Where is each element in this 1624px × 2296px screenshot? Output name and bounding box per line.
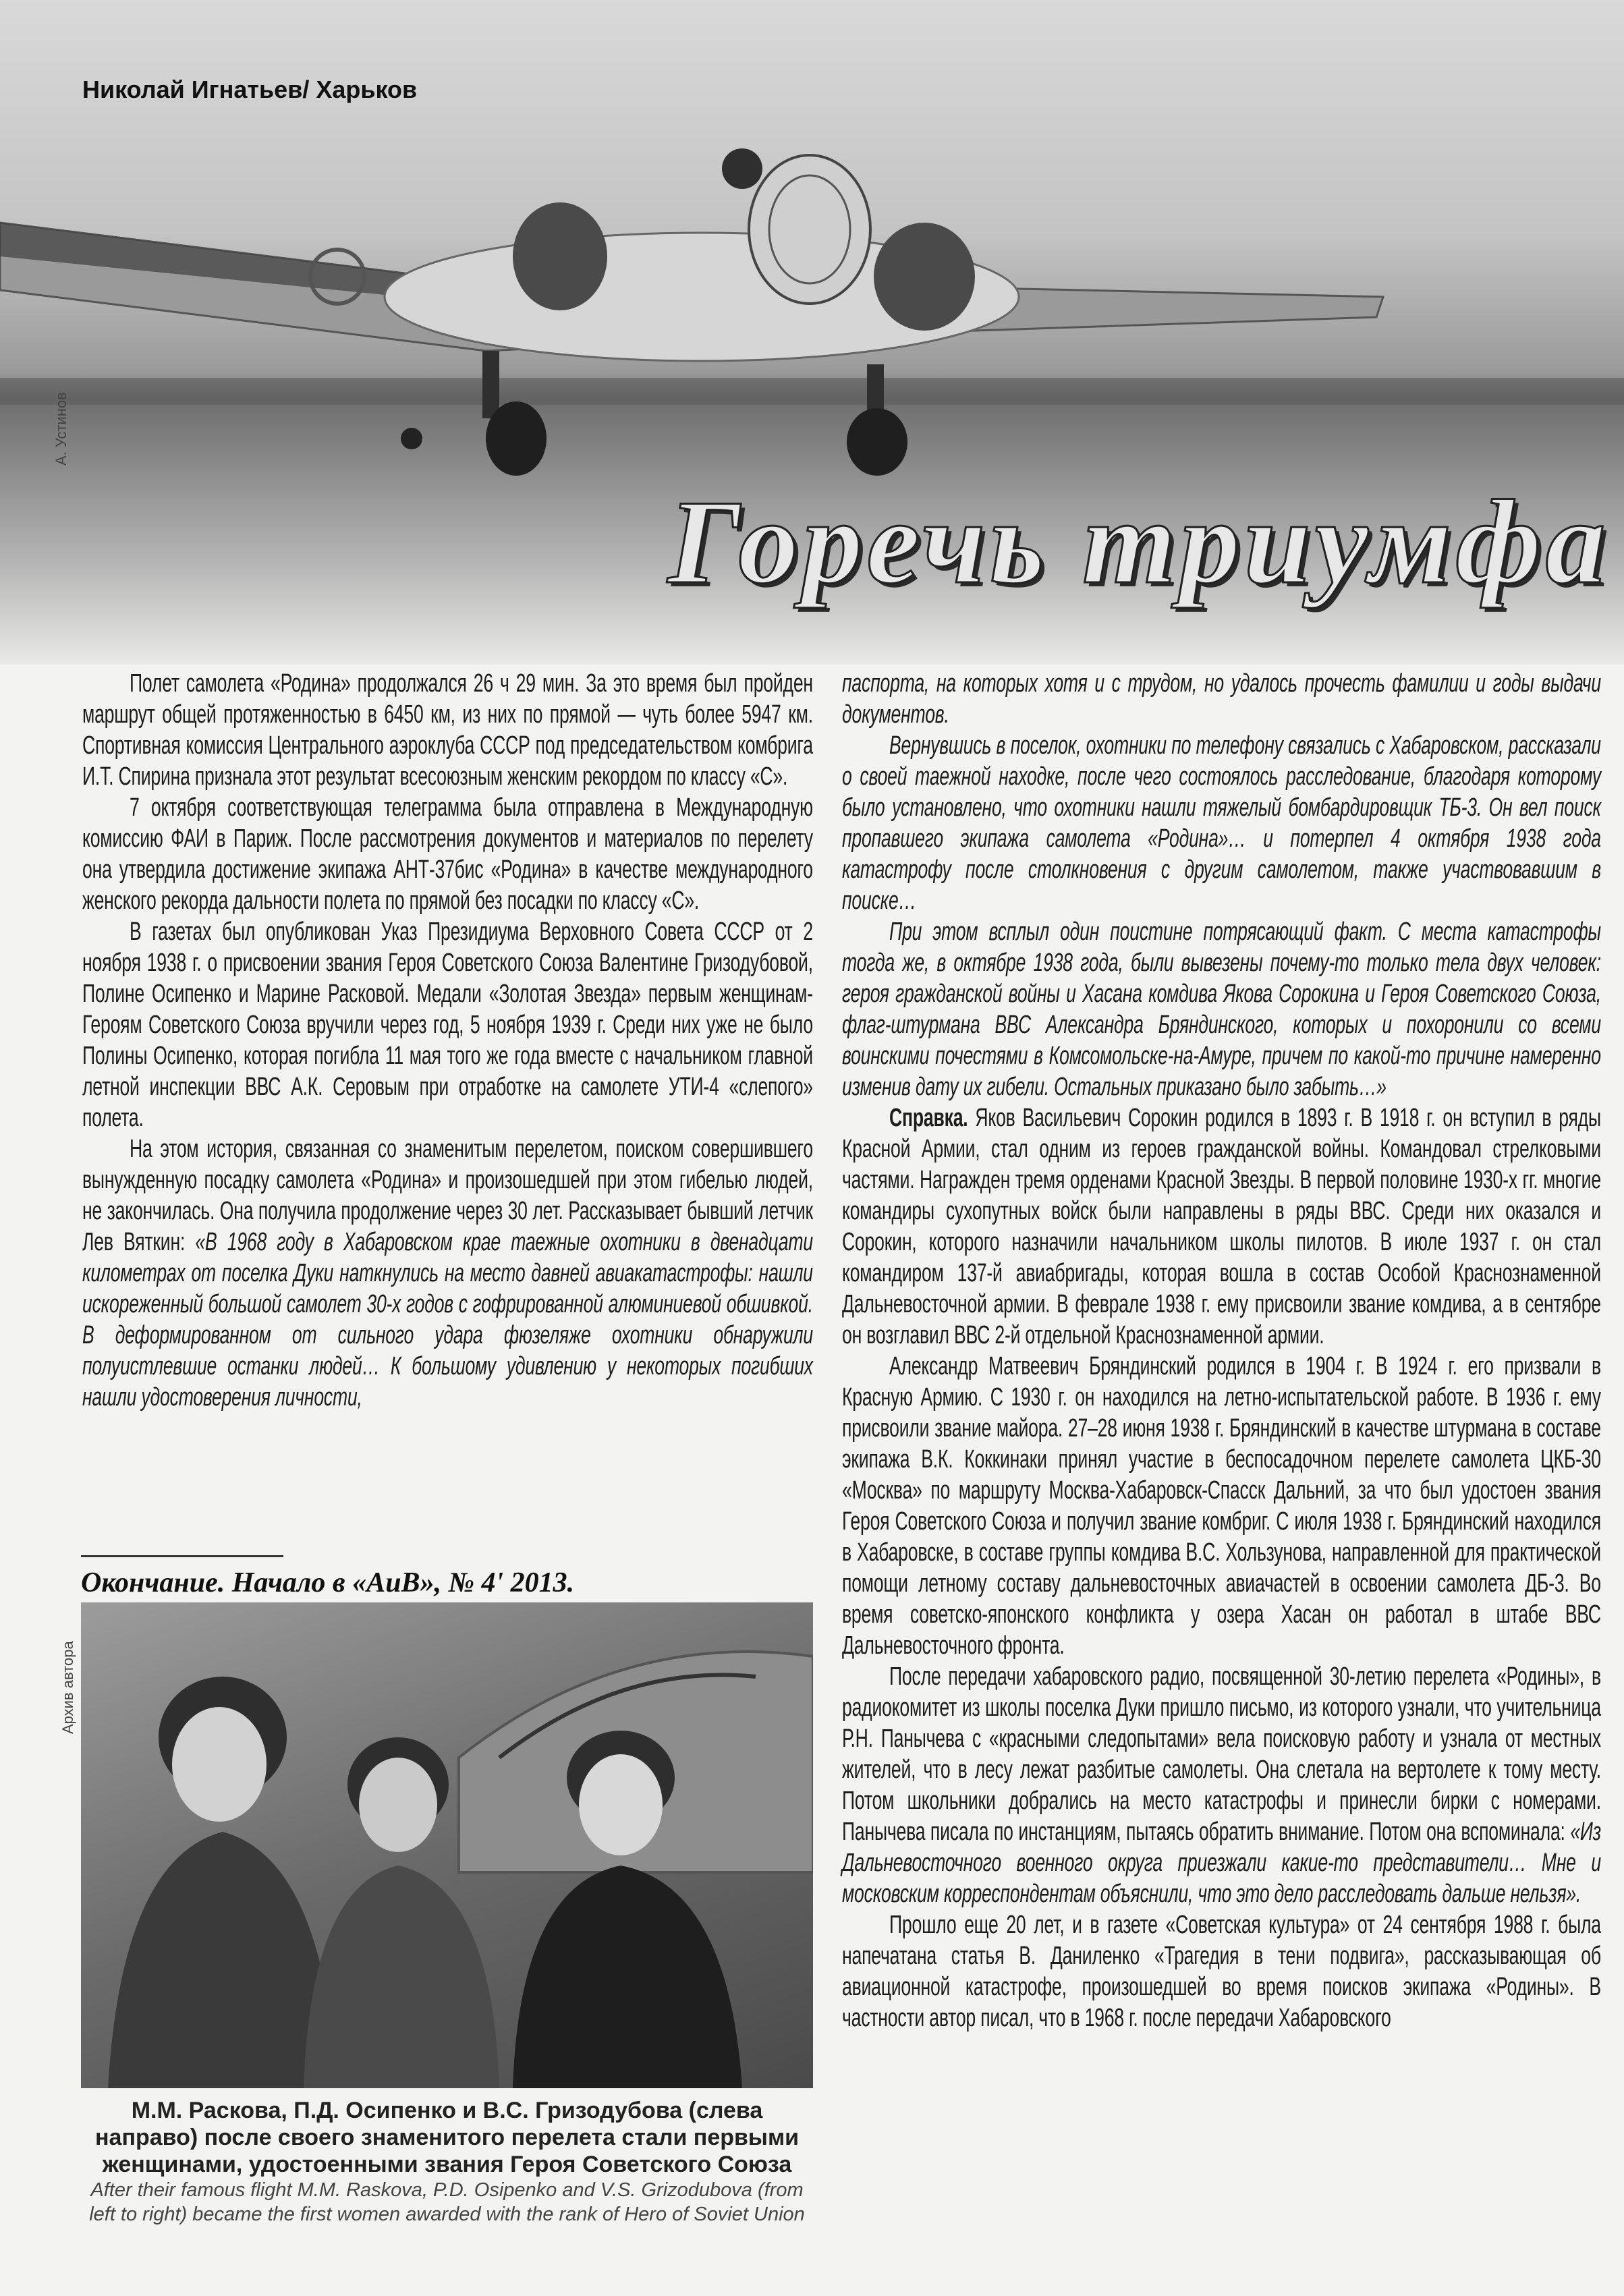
caption-english: After their famous flight M.M. Raskova, P.D. Osipenko and V.S. Grizodubova (from left to right) became the first women awarded with the rank of Hero of Soviet Union [89,2179,805,2225]
left-column [82,668,813,1413]
quote-text: «В 1968 году в Хабаровском крае таежные охотники в двенадцати километрах от поселка Дуки наткнулись на место давней авиакатастрофы: нашли искореженный большой самолет 30-х годов с гофрированной алюминиевой обшивкой. В деформированном от сильного удара фюзеляже охотники обнаружили полуистлевшие останки людей… К большому удивлению у некоторых погибших нашли удостоверения личности, [82,1228,813,1411]
paragraph: При этом всплыл один поистине потрясающий факт. С места катастрофы тогда же, в октябре 1938 года, были вывезены почему-то только тела двух человек: героя гражданской войны и Хасана комдива Якова Сорокина и Героя Советского Союза, флаг-штурмана ВВС Александра Бряндинского, которых и похоронили со всеми воинскими почестями в Комсомольске-на-Амуре, причем по какой-то причине намеренно изменив дату их гибели. Остальных приказано было забыть…» [842,918,1601,1101]
quote-text: «Из Дальневосточного военного округа приезжали какие-то представители… Мне и московским корреспондентам объяснили, что это дело расследовать дальше нельзя». [842,1818,1601,1908]
article-title: Горечь триумфа [668,475,1610,609]
photo-credit: А. Устинов [53,392,69,466]
continuation-note: Окончание. Начало в «АиВ», № 4' 2013. [81,1567,575,1598]
photo-credit: Архив автора [59,1641,76,1734]
paragraph: паспорта, на которых хотя и с трудом, но удалось прочесть фамилии и годы выдачи документов. [842,669,1601,729]
paragraph: Вернувшись в поселок, охотники по телефону связались с Хабаровском, рассказали о своей таежной находке, после чего состоялось расследование, благодаря которому было установлено, что охотники нашли тяжелый бомбардировщик ТБ-3. Он вел поиск пропавшего экипажа самолета «Родина»… и потерпел 4 октября 1938 года катастрофу после столкновения с другим самолетом, также участвовавшим в поиске… [842,731,1601,915]
paragraph: Полет самолета «Родина» продолжался 26 ч 29 мин. За это время был пройден маршрут общей протяженностью в 6450 км, из них по прямой — чуть более 5947 км. Спортивная комиссия Центрального аэроклуба СССР под председательством комбрига И.Т. Спирина признала этот результат всесоюзным женским рекордом по классу «С». [82,669,813,791]
paragraph [842,1661,1601,1909]
footnote-divider [81,1555,283,1557]
caption-russian: М.М. Раскова, П.Д. Осипенко и В.С. Гризодубова (слева направо) после своего знаменитого перелета стали первыми женщинами, удостоенными звания Героя Советского Союза [95,2098,799,2177]
paragraph: В газетах был опубликован Указ Президиума Верховного Совета СССР от 2 ноября 1938 г. о присвоении звания Героя Советского Союза Валентине Гризодубовой, Полине Осипенко и Марине Расковой. Медали «Золотая Звезда» первым женщинам-Героям Советского Союза вручили через год, 5 ноября 1939 г. Среди них уже не было Полины Осипенко, которая погибла 11 мая того же года вместе с начальником главной летной инспекции ВВС А.К. Серовым при отработке на самолете УТИ-4 «слепого» полета. [82,918,813,1132]
right-column [842,668,1601,2034]
aviators-illustration [81,1602,813,2088]
paragraph-text: На этом история, связанная со знаменитым перелетом, поиском совершившего вынужденную посадку самолета «Родина» и произошедшей при этом гибелью людей, не закончилась. Она получила продолжение через 30 лет. Рассказывает бывший летчик Лев Вяткин: [82,1135,813,1256]
author-byline: Николай Игнатьев/ Харьков [82,76,418,103]
photo-caption [81,2097,813,2227]
photo-three-aviators [81,1602,813,2088]
paragraph: Александр Матвеевич Бряндинский родился в 1904 г. В 1924 г. его призвали в Красную Армию. С 1930 г. он находился на летно-испытательской работе. В 1936 г. ему присвоили звание майора. 27–28 июня 1938 г. Бряндинский в качестве штурмана в составе экипажа В.К. Коккинаки принял участие в беспосадочном перелете самолета ЦКБ-30 «Москва» по маршруту Москва-Хабаровск-Спасск Дальний, за что был удостоен звания Героя Советского Союза и получил звание комбриг. С июля 1938 г. Бряндинский находился в Хабаровске, в составе группы комдива В.С. Хользунова, направленной для практической помощи летному составу дальневосточных авиачастей в освоении самолета ДБ-3. Во время советско-японского конфликта у озера Хасан он работал в штабе ВВС Дальневосточного фронта. [842,1352,1601,1660]
reference-paragraph [842,1102,1601,1351]
paragraph-text: Яков Васильевич Сорокин родился в 1893 г. В 1918 г. он вступил в ряды Красной Армии, стал одним из героев гражданской войны. Командовал стрелковыми частями. Награжден тремя орденами Красной Звезды. В первой половине 1930-х гг. многие командиры сухопутных войск были направлены в ряды ВВС. Среди них оказался и Сорокин, которого назначили начальником школы пилотов. В июле 1937 г. он стал командиром 137-й авиабригады, которая вошла в состав Особой Краснознаменной Дальневосточной армии. В феврале 1938 г. ему присвоили звание комдива, а в сентябре он возглавил ВВС 2-й отдельной Краснознаменной армии. [842,1104,1601,1349]
paragraph-text: После передачи хабаровского радио, посвященной 30-летию перелета «Родины», в радиокомитет из школы поселка Дуки пришло письмо, из которого узнали, что учительница Р.Н. Панычева с «красными следопытами» вела поисковую работу и узнала от местных жителей, что в лесу лежат разбитые самолеты. Она слетала на вертолете к тому месту. Потом школьники добрались на место катастрофы и принесли бирки с номерами. Панычева писала по инстанциям, пытаясь обратить внимание. Потом она вспоминала: [842,1662,1601,1846]
paragraph: Прошло еще 20 лет, и в газете «Советская культура» от 24 сентября 1988 г. была напечатана статья В. Даниленко «Трагедия в тени подвига», рассказывающая об авиационной катастрофе, произошедшей во время поисков экипажа «Родины». В частности автор писал, что в 1968 г. после передачи Хабаровского [842,1911,1601,2032]
hero-photo-aircraft [0,0,1624,665]
reference-label: Справка. [889,1104,968,1132]
paragraph: 7 октября соответствующая телеграмма была отправлена в Международную комиссию ФАИ в Париж. После рассмотрения документов и материалов по перелету она утвердила достижение экипажа АНТ-37бис «Родина» в качестве международного женского рекорда дальности полета по прямой без посадки по классу «С». [82,793,813,915]
paragraph [82,1133,813,1413]
